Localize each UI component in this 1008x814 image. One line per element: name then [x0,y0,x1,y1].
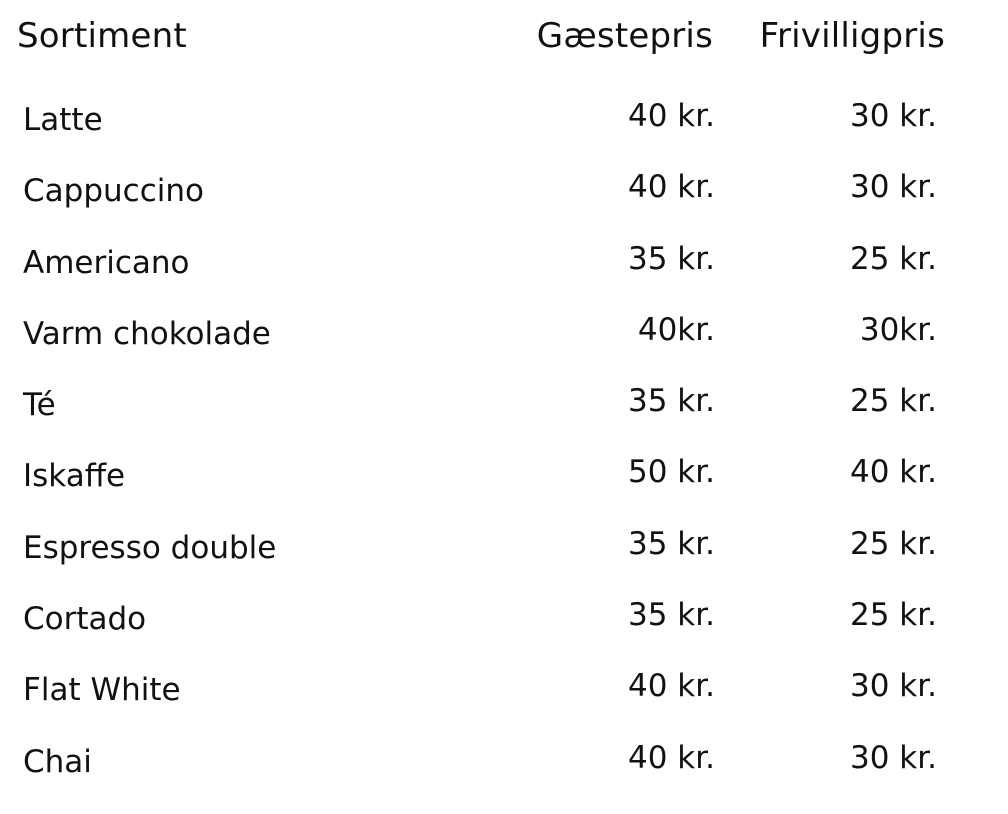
item-name: Iskaffe [23,458,126,495]
item-name: Flat White [23,672,181,709]
item-name: Latte [23,102,103,138]
item-name: Chai [23,743,92,780]
table-row [0,298,1008,369]
table-row [0,155,1008,226]
item-name: Varm chokolade [23,315,271,352]
guest-price: 50 kr. [627,454,715,491]
item-name: Americano [23,244,190,281]
table-row [0,227,1008,298]
volunteer-price: 30 kr. [849,668,937,705]
volunteer-price: 25 kr. [849,383,937,420]
table-row [0,84,1008,155]
table-row [0,726,1008,797]
table-body [0,84,1008,797]
item-name: Cappuccino [23,173,204,210]
guest-price: 40 kr. [627,739,715,776]
volunteer-price: 25 kr. [849,240,937,277]
volunteer-price: 25 kr. [849,597,937,634]
guest-price: 40 kr. [627,98,715,134]
guest-price: 40kr. [637,311,715,348]
volunteer-price: 30 kr. [849,739,937,776]
table-row [0,440,1008,511]
guest-price: 35 kr. [627,240,715,277]
table-row [0,583,1008,654]
guest-price: 40 kr. [627,169,715,206]
guest-price: 35 kr. [627,383,715,420]
header-guest-price: Gæstepris [536,16,713,56]
table-row [0,512,1008,583]
table-row [0,654,1008,725]
header-sortiment: Sortiment [17,16,187,56]
header-volunteer-price: Frivilligpris [759,16,945,56]
guest-price: 35 kr. [627,525,715,562]
volunteer-price: 30kr. [859,311,937,348]
guest-price: 35 kr. [627,597,715,634]
volunteer-price: 25 kr. [849,525,937,562]
item-name: Cortado [23,601,147,638]
guest-price: 40 kr. [627,668,715,705]
volunteer-price: 30 kr. [849,98,937,134]
volunteer-price: 30 kr. [849,169,937,206]
volunteer-price: 40 kr. [849,454,937,491]
item-name: Espresso double [23,529,277,566]
table-row [0,369,1008,440]
item-name: Té [23,387,56,424]
table-header [0,14,1008,58]
